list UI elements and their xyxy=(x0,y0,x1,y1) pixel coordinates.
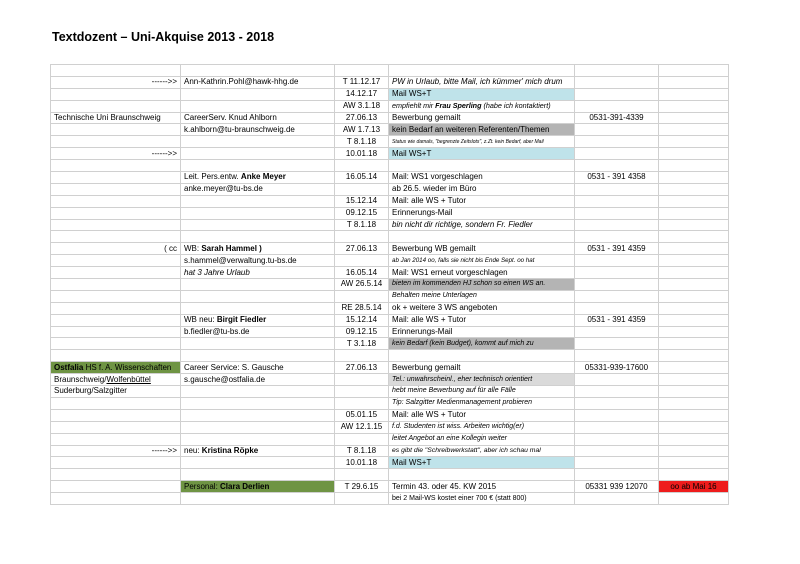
date-cell[interactable]: 16.05.14 xyxy=(335,172,389,184)
table-row xyxy=(51,290,729,302)
cell[interactable] xyxy=(181,397,335,409)
table-row xyxy=(51,457,729,469)
table-row xyxy=(51,314,729,326)
table-row xyxy=(51,350,729,362)
note-cell[interactable]: kein Bedarf an weiteren Referenten/Themen xyxy=(389,124,575,136)
cell[interactable] xyxy=(51,493,181,505)
cell[interactable] xyxy=(575,469,659,481)
table-row xyxy=(51,172,729,184)
email-cell[interactable]: b.fiedler@tu-bs.de xyxy=(181,326,335,338)
table-row xyxy=(51,148,729,160)
cell[interactable] xyxy=(659,195,729,207)
contact-cell[interactable]: Personal: Clara Derlien xyxy=(181,481,335,493)
cell[interactable] xyxy=(659,302,729,314)
note-cell[interactable]: empfiehlt mir Frau Sperling (habe ich kontaktiert) xyxy=(389,100,575,112)
cell[interactable] xyxy=(659,88,729,100)
cell[interactable] xyxy=(575,457,659,469)
table-row xyxy=(51,136,729,148)
note-cell[interactable]: Bewerbung gemailt xyxy=(389,112,575,124)
cell[interactable] xyxy=(389,350,575,362)
institution-cell[interactable]: Technische Uni Braunschweig xyxy=(51,112,181,124)
cell[interactable] xyxy=(659,374,729,386)
phone-cell[interactable]: 0531 - 391 4359 xyxy=(575,243,659,255)
cell[interactable] xyxy=(51,350,181,362)
cell[interactable] xyxy=(575,421,659,433)
table-row xyxy=(51,445,729,457)
cell[interactable] xyxy=(659,397,729,409)
note-cell[interactable]: Bewerbung WB gemailt xyxy=(389,243,575,255)
table-row xyxy=(51,88,729,100)
cell[interactable] xyxy=(575,290,659,302)
cell[interactable] xyxy=(575,374,659,386)
cell[interactable] xyxy=(659,445,729,457)
table-row xyxy=(51,255,729,267)
cell[interactable] xyxy=(335,65,389,77)
cell[interactable] xyxy=(181,433,335,445)
date-cell[interactable]: RE 28.5.14 xyxy=(335,302,389,314)
arrow-marker[interactable]: ------>> xyxy=(51,445,181,457)
table-row xyxy=(51,326,729,338)
table-row xyxy=(51,243,729,255)
cell[interactable] xyxy=(575,231,659,243)
note-cell[interactable]: PW in Urlaub, bitte Mail, ich kümmer' mich drum xyxy=(389,76,575,88)
contact-cell[interactable]: CareerServ. Knud Ahlborn xyxy=(181,112,335,124)
cell[interactable] xyxy=(181,160,335,172)
cell[interactable] xyxy=(51,88,181,100)
contact-cell[interactable]: neu: Kristina Röpke xyxy=(181,445,335,457)
cell[interactable] xyxy=(659,172,729,184)
cell[interactable] xyxy=(51,136,181,148)
note-cell[interactable]: Bewerbung gemailt xyxy=(389,362,575,374)
note-cell[interactable]: Behalten meine Unterlagen xyxy=(389,290,575,302)
table-row xyxy=(51,433,729,445)
note-cell[interactable]: Mail: WS1 vorgeschlagen xyxy=(389,172,575,184)
cell[interactable] xyxy=(181,88,335,100)
spreadsheet-table xyxy=(50,64,729,505)
cell[interactable] xyxy=(575,445,659,457)
cell[interactable] xyxy=(659,362,729,374)
cell[interactable] xyxy=(51,183,181,195)
cell[interactable] xyxy=(51,279,181,291)
note-cell[interactable]: ab 26.5. wieder im Büro xyxy=(389,183,575,195)
cell[interactable] xyxy=(51,457,181,469)
date-cell[interactable]: AW 1.7.13 xyxy=(335,124,389,136)
cell[interactable] xyxy=(335,231,389,243)
cell[interactable] xyxy=(51,409,181,421)
location-cell[interactable]: Braunschweig/Wolfenbüttel xyxy=(51,374,181,386)
note-cell[interactable]: bieten im kommenden HJ schon so einen WS an. xyxy=(389,279,575,291)
cell[interactable] xyxy=(659,207,729,219)
note-cell[interactable]: bin nicht dir richtige, sondern Fr. Fiedler xyxy=(389,219,575,231)
cell[interactable] xyxy=(575,100,659,112)
table-row xyxy=(51,279,729,291)
cell[interactable] xyxy=(575,397,659,409)
table-row xyxy=(51,100,729,112)
cell[interactable] xyxy=(181,469,335,481)
cell[interactable] xyxy=(659,255,729,267)
table-row xyxy=(51,124,729,136)
cell[interactable] xyxy=(51,338,181,350)
cell[interactable] xyxy=(575,76,659,88)
date-cell[interactable]: 27.06.13 xyxy=(335,112,389,124)
cell[interactable] xyxy=(659,112,729,124)
table-row xyxy=(51,195,729,207)
cell[interactable] xyxy=(575,350,659,362)
cell[interactable] xyxy=(181,457,335,469)
email-cell[interactable]: anke.meyer@tu-bs.de xyxy=(181,183,335,195)
cell[interactable] xyxy=(181,290,335,302)
table-row xyxy=(51,76,729,88)
note-cell[interactable]: leitet Angebot an eine Kollegin weiter xyxy=(389,433,575,445)
cell[interactable] xyxy=(181,338,335,350)
cell[interactable] xyxy=(659,183,729,195)
cell[interactable] xyxy=(659,433,729,445)
cell[interactable] xyxy=(335,255,389,267)
email-cell[interactable]: s.gausche@ostfalia.de xyxy=(181,374,335,386)
cell[interactable] xyxy=(335,493,389,505)
cell[interactable] xyxy=(389,65,575,77)
cell[interactable] xyxy=(51,255,181,267)
cell[interactable] xyxy=(575,88,659,100)
cell[interactable] xyxy=(575,136,659,148)
note-cell[interactable]: Mail WS+T xyxy=(389,457,575,469)
cell[interactable] xyxy=(575,183,659,195)
cell[interactable] xyxy=(575,338,659,350)
date-cell[interactable]: 15.12.14 xyxy=(335,314,389,326)
date-cell[interactable]: T 8.1.18 xyxy=(335,445,389,457)
cell[interactable] xyxy=(575,279,659,291)
phone-cell[interactable]: 0531 - 391 4358 xyxy=(575,172,659,184)
cell[interactable] xyxy=(389,160,575,172)
date-cell[interactable]: 10.01.18 xyxy=(335,148,389,160)
date-cell[interactable]: 09.12.15 xyxy=(335,207,389,219)
cell[interactable] xyxy=(335,386,389,398)
table-row xyxy=(51,362,729,374)
location-cell[interactable]: Suderburg/Salzgitter xyxy=(51,386,181,398)
cc-marker[interactable]: ( cc xyxy=(51,243,181,255)
date-cell[interactable]: 09.12.15 xyxy=(335,326,389,338)
cell[interactable] xyxy=(389,231,575,243)
cell[interactable] xyxy=(575,124,659,136)
note-cell[interactable]: Tel.: unwahrscheinl., eher technisch orientiert xyxy=(389,374,575,386)
date-cell[interactable]: T 11.12.17 xyxy=(335,76,389,88)
cell[interactable] xyxy=(575,267,659,279)
cell[interactable] xyxy=(659,219,729,231)
cell[interactable] xyxy=(659,243,729,255)
note-cell[interactable]: Mail: alle WS + Tutor xyxy=(389,314,575,326)
cell[interactable] xyxy=(51,100,181,112)
cell[interactable] xyxy=(659,493,729,505)
phone-cell[interactable]: 05331 939 12070 xyxy=(575,481,659,493)
cell[interactable] xyxy=(659,469,729,481)
cell[interactable] xyxy=(659,386,729,398)
date-cell[interactable]: T 8.1.18 xyxy=(335,219,389,231)
cell[interactable] xyxy=(181,350,335,362)
cell[interactable] xyxy=(181,207,335,219)
cell[interactable] xyxy=(659,267,729,279)
status-cell[interactable]: oo ab Mai 16 xyxy=(659,481,729,493)
table-row xyxy=(51,469,729,481)
date-cell[interactable]: 27.06.13 xyxy=(335,243,389,255)
date-cell[interactable]: 16.05.14 xyxy=(335,267,389,279)
cell[interactable] xyxy=(335,397,389,409)
note-cell[interactable]: es gibt die "Schreibwerkstatt", aber ich schau mal xyxy=(389,445,575,457)
cell[interactable] xyxy=(659,409,729,421)
cell[interactable] xyxy=(181,409,335,421)
contact-cell[interactable]: Leit. Pers.entw. Anke Meyer xyxy=(181,172,335,184)
cell[interactable] xyxy=(575,326,659,338)
table-row xyxy=(51,397,729,409)
cell[interactable] xyxy=(181,100,335,112)
date-cell[interactable]: 05.01.15 xyxy=(335,409,389,421)
cell[interactable] xyxy=(659,338,729,350)
cell[interactable] xyxy=(181,386,335,398)
cell[interactable] xyxy=(181,148,335,160)
note-cell[interactable]: hebt meine Bewerbung auf für alle Fälle xyxy=(389,386,575,398)
cell[interactable] xyxy=(659,160,729,172)
date-cell[interactable]: 15.12.14 xyxy=(335,195,389,207)
cell[interactable] xyxy=(335,374,389,386)
date-cell[interactable] xyxy=(335,183,389,195)
cell[interactable] xyxy=(575,302,659,314)
cell[interactable] xyxy=(575,255,659,267)
cell[interactable] xyxy=(659,136,729,148)
table-row xyxy=(51,481,729,493)
cell[interactable] xyxy=(51,433,181,445)
cell[interactable] xyxy=(575,148,659,160)
cell[interactable] xyxy=(181,421,335,433)
note-cell[interactable]: ab Jan 2014 oo, falls sie nicht bis Ende Sept. oo hat xyxy=(389,255,575,267)
table-row xyxy=(51,207,729,219)
note-cell[interactable]: Mail WS+T xyxy=(389,148,575,160)
cell[interactable] xyxy=(51,195,181,207)
table-row xyxy=(51,409,729,421)
cell[interactable] xyxy=(335,350,389,362)
cell[interactable] xyxy=(51,481,181,493)
note-cell[interactable]: kein Bedarf (kein Budget), kommt auf mich zu xyxy=(389,338,575,350)
cell[interactable] xyxy=(575,409,659,421)
contact-cell[interactable]: WB: Sarah Hammel ) xyxy=(181,243,335,255)
cell[interactable] xyxy=(51,231,181,243)
note-cell[interactable]: Tip: Salzgitter Medienmanagement probieren xyxy=(389,397,575,409)
table-row xyxy=(51,160,729,172)
cell[interactable] xyxy=(659,326,729,338)
cell[interactable] xyxy=(575,65,659,77)
phone-cell[interactable]: 0531 - 391 4359 xyxy=(575,314,659,326)
cell[interactable] xyxy=(51,326,181,338)
cell[interactable] xyxy=(181,302,335,314)
date-cell[interactable]: AW 12.1.15 xyxy=(335,421,389,433)
table-row xyxy=(51,183,729,195)
phone-cell[interactable]: 0531-391-4339 xyxy=(575,112,659,124)
date-cell[interactable]: T 8.1.18 xyxy=(335,136,389,148)
contact-cell[interactable]: WB neu: Birgit Fiedler xyxy=(181,314,335,326)
cell[interactable] xyxy=(575,493,659,505)
cell[interactable] xyxy=(335,290,389,302)
cell[interactable] xyxy=(575,433,659,445)
cell[interactable] xyxy=(335,469,389,481)
contact-note-cell[interactable]: hat 3 Jahre Urlaub xyxy=(181,267,335,279)
cell[interactable] xyxy=(51,160,181,172)
phone-cell[interactable]: 05331-939-17600 xyxy=(575,362,659,374)
date-cell[interactable]: T 3.1.18 xyxy=(335,338,389,350)
date-cell[interactable]: AW 26.5.14 xyxy=(335,279,389,291)
cell[interactable] xyxy=(659,100,729,112)
cell[interactable] xyxy=(181,279,335,291)
cell[interactable] xyxy=(51,207,181,219)
cell[interactable] xyxy=(659,124,729,136)
date-cell[interactable]: 14.12.17 xyxy=(335,88,389,100)
cell[interactable] xyxy=(335,160,389,172)
cell[interactable] xyxy=(51,397,181,409)
cell[interactable] xyxy=(51,267,181,279)
cell[interactable] xyxy=(181,136,335,148)
note-cell[interactable]: bei 2 Mail-WS kostet einer 700 € (statt 800) xyxy=(389,493,575,505)
note-cell[interactable]: Mail: WS1 erneut vorgeschlagen xyxy=(389,267,575,279)
cell[interactable] xyxy=(51,302,181,314)
date-cell[interactable]: T 29.6.15 xyxy=(335,481,389,493)
cell[interactable] xyxy=(575,195,659,207)
table-row xyxy=(51,219,729,231)
table-row xyxy=(51,386,729,398)
email-cell[interactable]: k.ahlborn@tu-braunschweig.de xyxy=(181,124,335,136)
cell[interactable] xyxy=(575,219,659,231)
note-cell[interactable]: Mail: alle WS + Tutor xyxy=(389,409,575,421)
cell[interactable] xyxy=(51,290,181,302)
table-row xyxy=(51,338,729,350)
table-row xyxy=(51,231,729,243)
cell[interactable] xyxy=(659,148,729,160)
note-cell[interactable]: ok + weitere 3 WS angeboten xyxy=(389,302,575,314)
cell[interactable] xyxy=(51,65,181,77)
cell[interactable] xyxy=(51,124,181,136)
cell[interactable] xyxy=(659,279,729,291)
note-cell[interactable]: Erinnerungs-Mail xyxy=(389,326,575,338)
table-row xyxy=(51,493,729,505)
cell[interactable] xyxy=(181,65,335,77)
cell[interactable] xyxy=(181,219,335,231)
document-title: Textdozent – Uni-Akquise 2013 - 2018 xyxy=(52,30,275,44)
cell[interactable] xyxy=(51,172,181,184)
cell[interactable] xyxy=(51,421,181,433)
arrow-marker[interactable]: ------>> xyxy=(51,76,181,88)
cell[interactable] xyxy=(659,457,729,469)
table-row xyxy=(51,421,729,433)
cell[interactable] xyxy=(575,386,659,398)
cell[interactable] xyxy=(659,350,729,362)
table-row xyxy=(51,374,729,386)
date-cell[interactable]: 27.06.13 xyxy=(335,362,389,374)
note-cell[interactable]: f.d. Studenten ist wiss. Arbeiten wichtig(er) xyxy=(389,421,575,433)
note-cell[interactable]: Termin 43. oder 45. KW 2015 xyxy=(389,481,575,493)
email-cell[interactable]: Ann-Kathrin.Pohl@hawk-hhg.de xyxy=(181,76,335,88)
note-cell[interactable]: Mail: alle WS + Tutor xyxy=(389,195,575,207)
table-row xyxy=(51,267,729,279)
cell[interactable] xyxy=(659,314,729,326)
cell[interactable] xyxy=(51,219,181,231)
cell[interactable] xyxy=(51,469,181,481)
cell[interactable] xyxy=(659,421,729,433)
note-cell[interactable]: Status wie damals, "begrenzte Zeitslots", z.Zt. kein Bedarf, aber Mail xyxy=(389,136,575,148)
cell[interactable] xyxy=(575,207,659,219)
cell[interactable] xyxy=(181,231,335,243)
cell[interactable] xyxy=(335,433,389,445)
cell[interactable] xyxy=(659,290,729,302)
cell[interactable] xyxy=(575,160,659,172)
note-cell[interactable]: Mail WS+T xyxy=(389,88,575,100)
cell[interactable] xyxy=(181,195,335,207)
note-cell[interactable]: Erinnerungs-Mail xyxy=(389,207,575,219)
table-row xyxy=(51,112,729,124)
email-cell[interactable]: s.hammel@verwaltung.tu-bs.de xyxy=(181,255,335,267)
table-row xyxy=(51,302,729,314)
table-row xyxy=(51,65,729,77)
date-cell[interactable]: 10.01.18 xyxy=(335,457,389,469)
cell[interactable] xyxy=(659,65,729,77)
cell[interactable] xyxy=(659,76,729,88)
date-cell[interactable]: AW 3.1.18 xyxy=(335,100,389,112)
cell[interactable] xyxy=(389,469,575,481)
contact-cell[interactable]: Career Service: S. Gausche xyxy=(181,362,335,374)
institution-cell[interactable]: Ostfalia HS f. A. Wissenschaften xyxy=(51,362,181,374)
cell[interactable] xyxy=(51,314,181,326)
cell[interactable] xyxy=(181,493,335,505)
cell[interactable] xyxy=(659,231,729,243)
arrow-marker[interactable]: ------>> xyxy=(51,148,181,160)
